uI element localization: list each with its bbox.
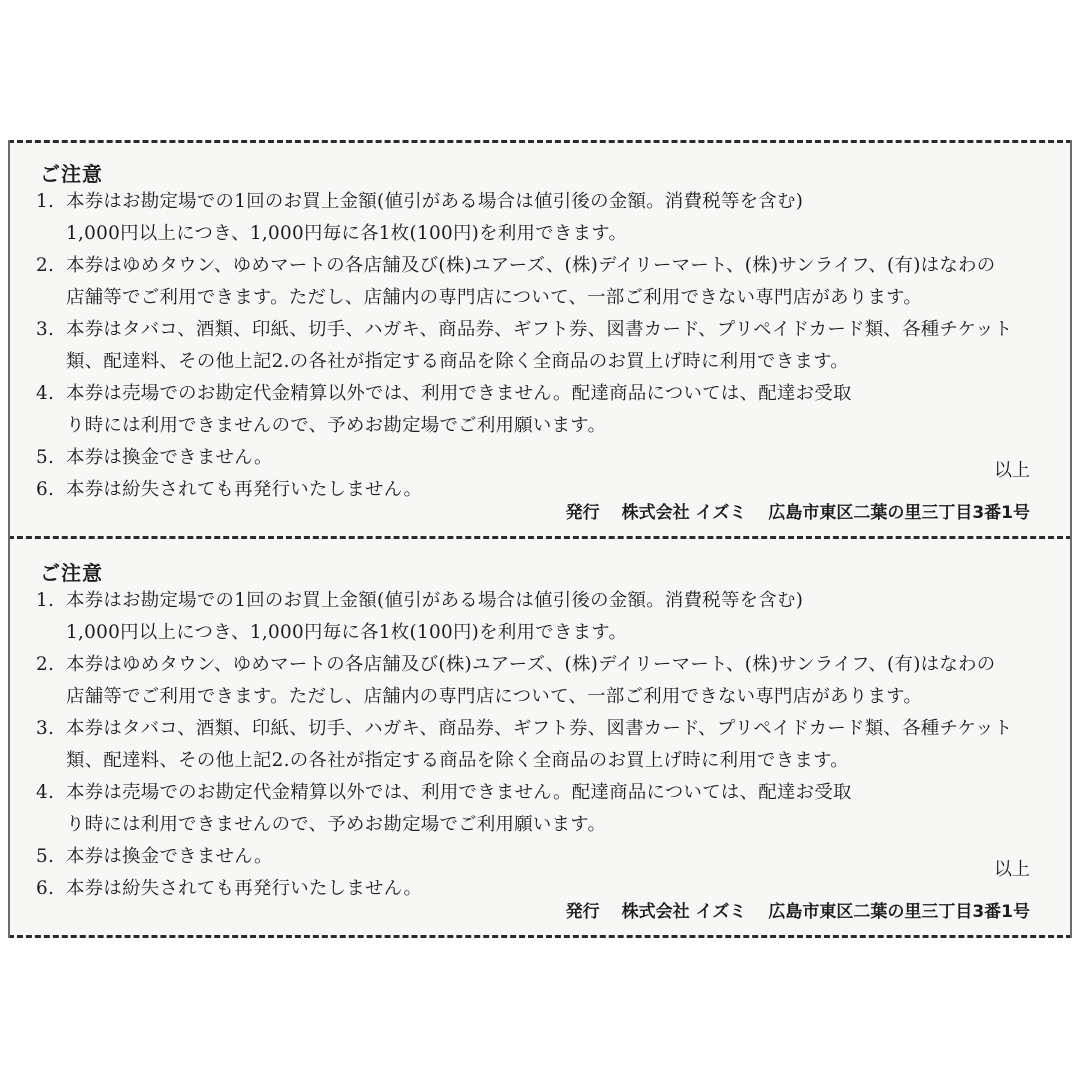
notice-item-4 xyxy=(36,781,852,805)
item-text: 本券はゆめタウン、ゆめマートの各店舗及び(株)ユアーズ、(株)デイリーマート、(株)サンライフ、(有)はなわの xyxy=(66,255,996,276)
item-number: 5. xyxy=(36,846,55,867)
item-number: 5. xyxy=(36,447,55,468)
item-text: 本券は売場でのお勘定代金精算以外では、利用できません。配達商品については、配達お受取 xyxy=(66,383,852,404)
notice-item-3 xyxy=(36,318,1013,342)
voucher-sheet xyxy=(8,140,1072,938)
perforation-top xyxy=(8,140,1072,143)
item-text: 本券は換金できません。 xyxy=(66,846,273,867)
notice-item-2-continued: 店舗等でご利用できます。ただし、店舗内の専門店について、一部ご利用できない専門店があります。 xyxy=(66,686,923,707)
item-number: 1. xyxy=(36,590,55,611)
perforation-middle xyxy=(8,536,1072,539)
notice-item-5 xyxy=(36,845,273,869)
closing-mark: 以上 xyxy=(994,460,1030,481)
item-text: 本券はタバコ、酒類、印紙、切手、ハガキ、商品券、ギフト券、図書カード、プリペイドカード類、各種チケット xyxy=(66,718,1013,739)
notice-item-2 xyxy=(36,653,995,677)
notice-item-1 xyxy=(36,190,803,214)
issuer-line xyxy=(566,897,1030,922)
item-text: 本券はタバコ、酒類、印紙、切手、ハガキ、商品券、ギフト券、図書カード、プリペイドカード類、各種チケット xyxy=(66,319,1013,340)
item-text: 本券は売場でのお勘定代金精算以外では、利用できません。配達商品については、配達お受取 xyxy=(66,782,852,803)
notice-heading: ご注意 xyxy=(40,162,103,186)
notice-heading: ご注意 xyxy=(40,561,103,585)
notice-block-2 xyxy=(36,553,1046,933)
notice-item-1-continued: 1,000円以上につき、1,000円毎に各1枚(100円)を利用できます。 xyxy=(66,223,628,244)
notice-item-5 xyxy=(36,446,273,470)
item-number: 2. xyxy=(36,654,55,675)
sheet-edge-left xyxy=(8,140,10,938)
notice-item-6 xyxy=(36,877,422,901)
notice-item-1-continued: 1,000円以上につき、1,000円毎に各1枚(100円)を利用できます。 xyxy=(66,622,628,643)
item-text: 本券は換金できません。 xyxy=(66,447,273,468)
notice-item-2-continued: 店舗等でご利用できます。ただし、店舗内の専門店について、一部ご利用できない専門店があります。 xyxy=(66,287,923,308)
notice-item-1 xyxy=(36,589,803,613)
notice-item-3-continued: 類、配達料、その他上記2.の各社が指定する商品を除く全商品のお買上げ時に利用できます。 xyxy=(66,750,849,771)
notice-item-3-continued: 類、配達料、その他上記2.の各社が指定する商品を除く全商品のお買上げ時に利用できます。 xyxy=(66,351,849,372)
issuer-label: 発行 xyxy=(565,503,600,523)
issuer-address: 広島市東区二葉の里三丁目3番1号 xyxy=(768,902,1030,922)
item-number: 4. xyxy=(36,782,55,803)
notice-block-1 xyxy=(36,154,1046,534)
issuer-company: 株式会社 イズミ xyxy=(621,503,747,523)
item-text: 本券はお勘定場での1回のお買上金額(値引がある場合は値引後の金額。消費税等を含む) xyxy=(66,191,804,212)
item-number: 3. xyxy=(36,718,55,739)
item-number: 6. xyxy=(36,878,55,899)
item-number: 2. xyxy=(36,255,55,276)
perforation-bottom xyxy=(8,935,1072,938)
notice-item-6 xyxy=(36,478,422,502)
issuer-label: 発行 xyxy=(565,902,600,922)
sheet-edge-right xyxy=(1070,140,1072,938)
issuer-address: 広島市東区二葉の里三丁目3番1号 xyxy=(768,503,1030,523)
notice-item-4-continued: り時には利用できませんので、予めお勘定場でご利用願います。 xyxy=(66,814,607,835)
item-number: 4. xyxy=(36,383,55,404)
item-text: 本券はお勘定場での1回のお買上金額(値引がある場合は値引後の金額。消費税等を含む) xyxy=(66,590,804,611)
item-number: 1. xyxy=(36,191,55,212)
issuer-line xyxy=(566,498,1030,523)
notice-item-4-continued: り時には利用できませんので、予めお勘定場でご利用願います。 xyxy=(66,415,607,436)
notice-item-3 xyxy=(36,717,1013,741)
item-text: 本券はゆめタウン、ゆめマートの各店舗及び(株)ユアーズ、(株)デイリーマート、(株)サンライフ、(有)はなわの xyxy=(66,654,996,675)
issuer-company: 株式会社 イズミ xyxy=(621,902,747,922)
closing-mark: 以上 xyxy=(994,859,1030,880)
notice-item-2 xyxy=(36,254,995,278)
item-number: 3. xyxy=(36,319,55,340)
item-text: 本券は紛失されても再発行いたしません。 xyxy=(66,878,423,899)
item-number: 6. xyxy=(36,479,55,500)
item-text: 本券は紛失されても再発行いたしません。 xyxy=(66,479,423,500)
notice-item-4 xyxy=(36,382,852,406)
